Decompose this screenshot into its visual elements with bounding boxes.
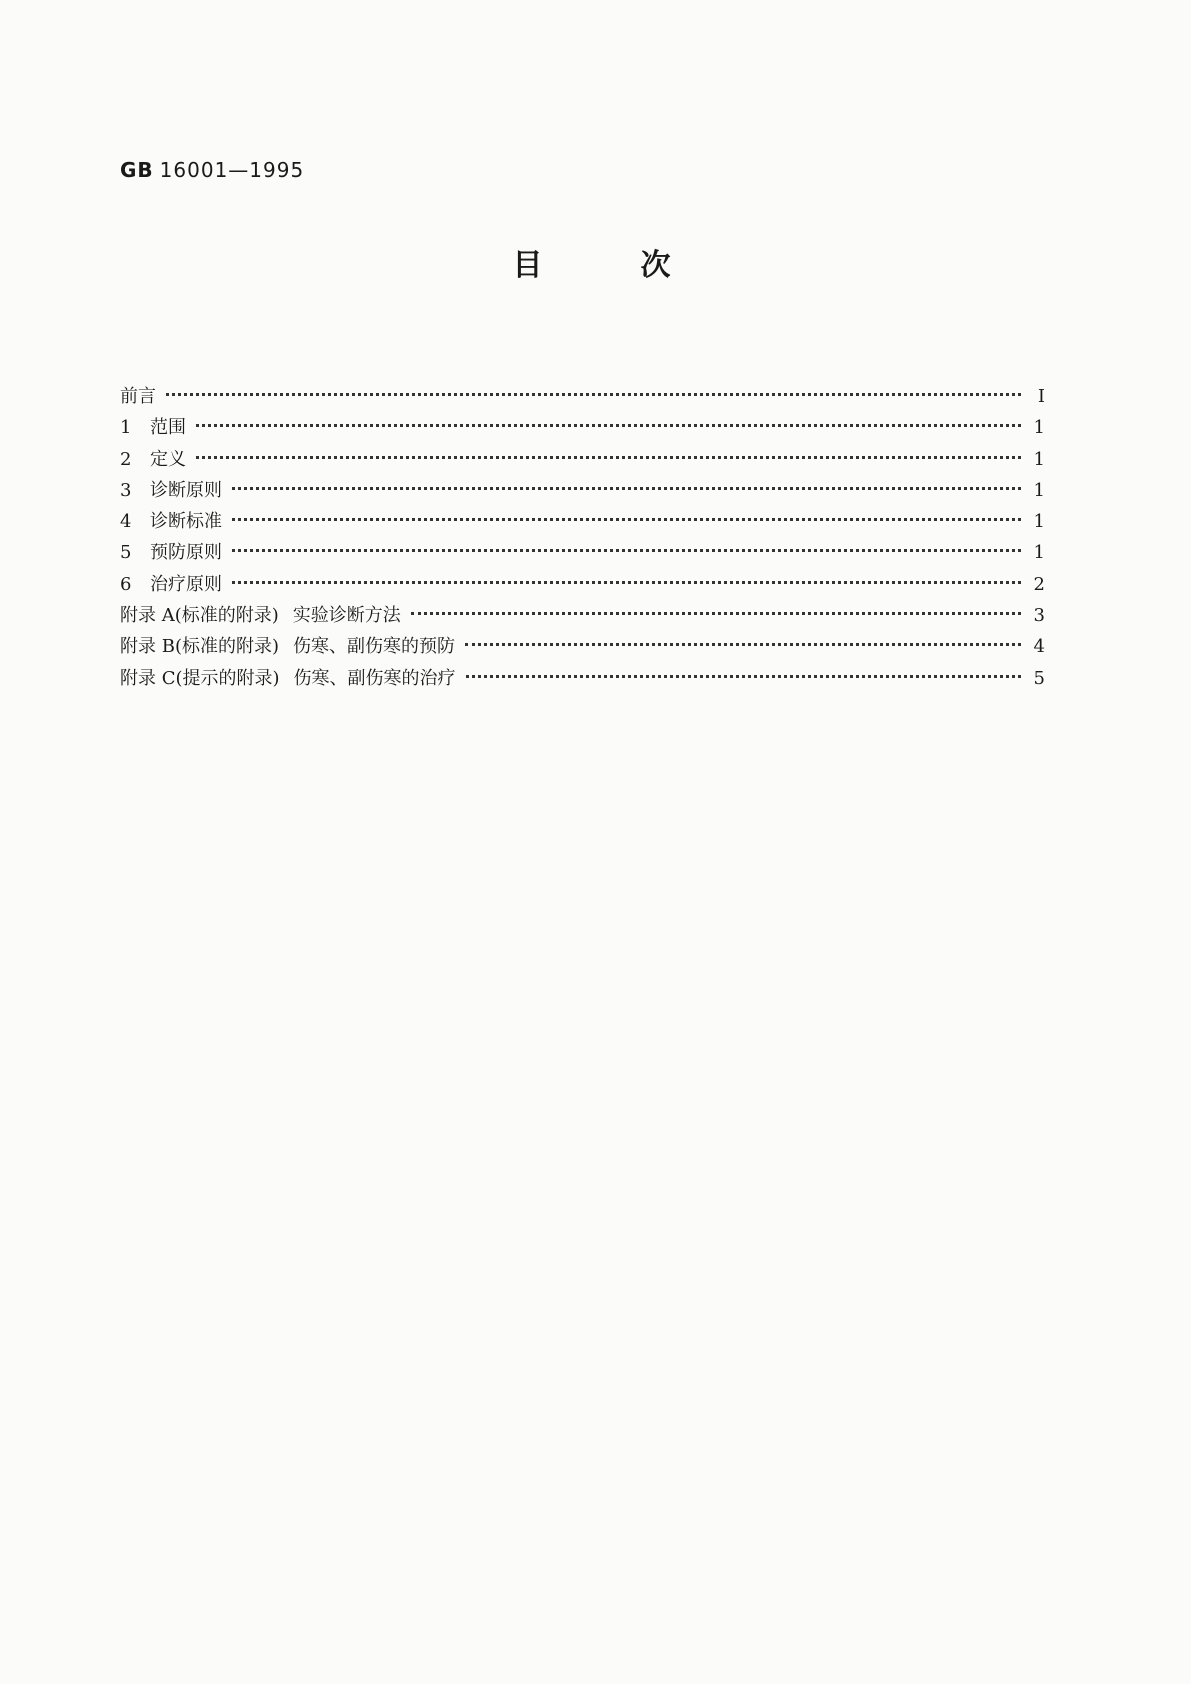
toc-entry-appendix-a[interactable] [120, 600, 1045, 631]
toc-entry-foreword[interactable] [120, 381, 1045, 412]
toc-title-char-2: 次 [640, 248, 671, 283]
standard-code [120, 158, 304, 182]
toc-entry-number: 5 [120, 542, 132, 564]
standard-number: 16001—1995 [159, 158, 305, 182]
toc-entry-page: 1 [1033, 417, 1045, 439]
toc-leader-dots [196, 424, 1021, 427]
toc-appendix-label: 附录 A(标准的附录) [120, 605, 279, 627]
toc-entry-label: 预防原则 [150, 542, 222, 564]
toc-entry-label: 伤寒、副伤寒的预防 [293, 636, 455, 658]
toc-entry-page: 1 [1033, 542, 1045, 564]
toc-entry-page: 1 [1033, 448, 1045, 470]
toc-entry-label: 诊断原则 [150, 479, 222, 501]
toc-entry-appendix-c[interactable] [120, 663, 1045, 694]
toc-entry-page: 3 [1033, 605, 1045, 627]
toc-leader-dots [166, 393, 1021, 396]
toc-leader-dots [411, 612, 1021, 615]
toc-entry-label: 实验诊断方法 [292, 605, 401, 627]
toc-entry-prevention-principles[interactable] [120, 537, 1045, 568]
toc-entry-label: 定义 [150, 448, 186, 470]
standard-prefix: GB [120, 158, 154, 182]
toc-entry-page: 1 [1033, 511, 1045, 533]
toc-entry-label: 范围 [150, 417, 186, 439]
toc-title-char-1: 目 [512, 248, 543, 283]
toc-entry-number: 1 [120, 417, 132, 439]
toc-entry-number: 3 [120, 479, 132, 501]
toc-appendix-label: 附录 C(提示的附录) [120, 667, 280, 689]
toc-leader-dots [232, 518, 1021, 521]
toc-entry-label: 诊断标准 [150, 511, 222, 533]
toc-entry-page: I [1037, 386, 1045, 407]
toc-leader-dots [465, 643, 1021, 646]
toc-entry-label: 伤寒、副伤寒的治疗 [293, 667, 456, 689]
toc-entry-page: 2 [1033, 573, 1045, 595]
toc-entry-page: 5 [1033, 667, 1045, 689]
toc-entry-page: 4 [1033, 636, 1045, 658]
toc-entry-number: 4 [120, 511, 132, 533]
toc-entry-label: 前言 [120, 386, 156, 407]
toc-appendix-label: 附录 B(标准的附录) [120, 636, 279, 658]
toc-entry-diagnosis-principles[interactable] [120, 475, 1045, 506]
toc-leader-dots [232, 549, 1021, 552]
toc-leader-dots [196, 456, 1021, 459]
toc-entry-appendix-b[interactable] [120, 631, 1045, 662]
toc-leader-dots [466, 675, 1021, 678]
toc-entry-scope[interactable] [120, 412, 1045, 443]
toc-list [120, 381, 1045, 694]
toc-title [0, 248, 1191, 284]
toc-entry-treatment-principles[interactable] [120, 569, 1045, 600]
toc-entry-definitions[interactable] [120, 444, 1045, 475]
toc-leader-dots [232, 487, 1021, 490]
toc-entry-label: 治疗原则 [150, 573, 222, 595]
toc-leader-dots [232, 581, 1021, 584]
toc-entry-diagnosis-criteria[interactable] [120, 506, 1045, 537]
toc-entry-number: 6 [120, 573, 132, 595]
toc-entry-page: 1 [1033, 479, 1045, 501]
toc-entry-number: 2 [120, 448, 132, 470]
